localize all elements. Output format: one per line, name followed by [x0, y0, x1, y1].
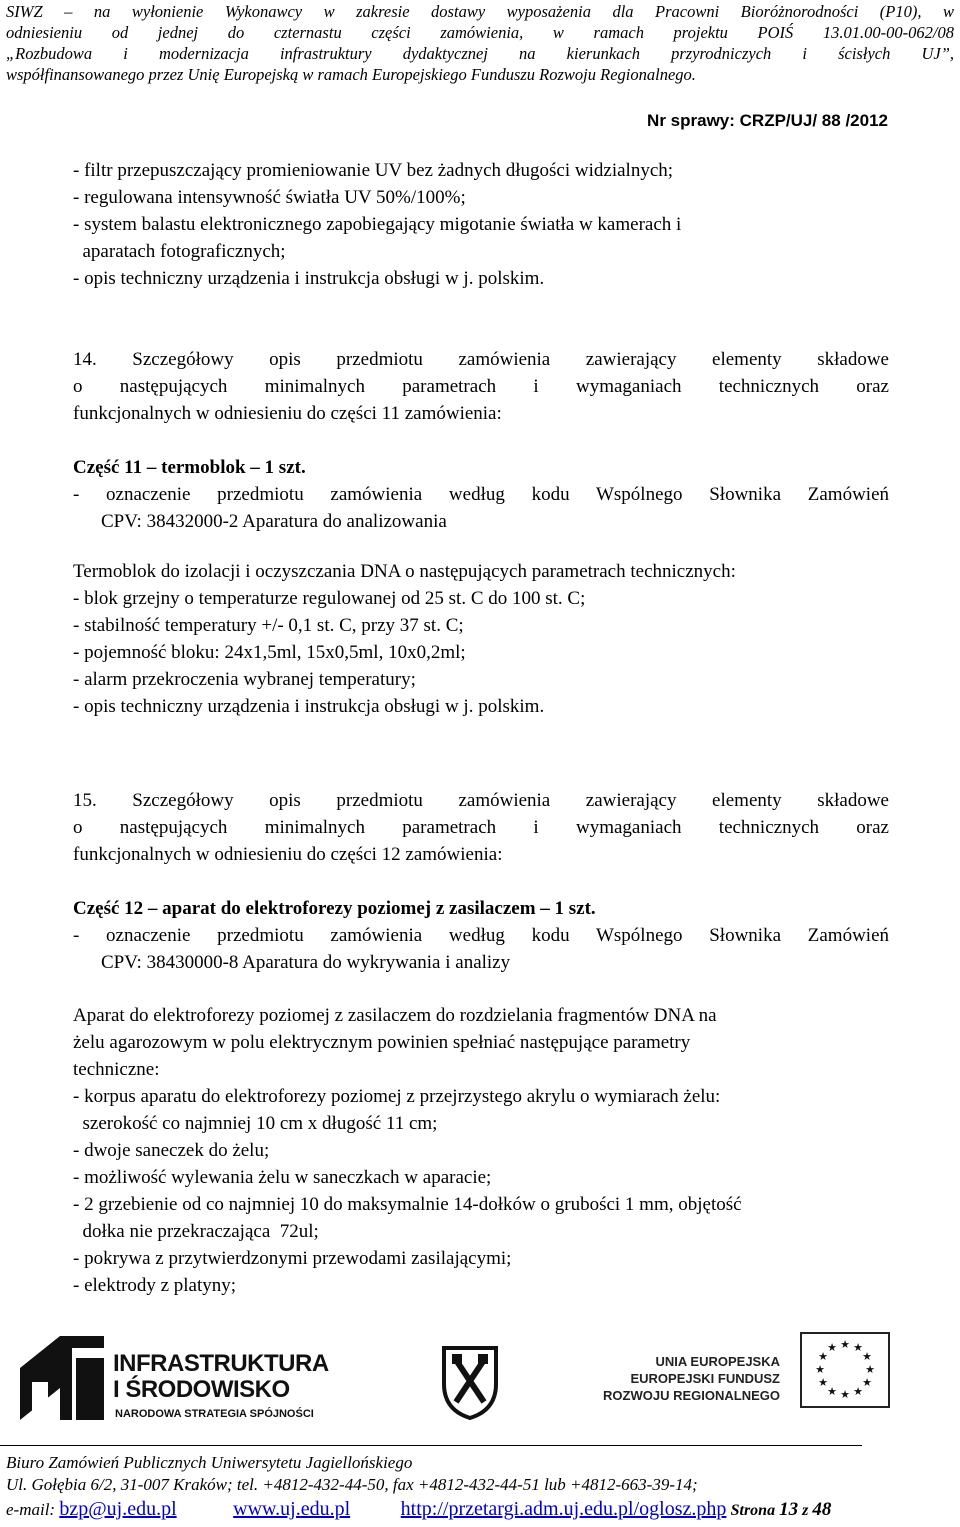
svg-text:★: ★	[862, 1350, 872, 1363]
section-15-part-title: Część 12 – aparat do elektroforezy poziomej z zasilaczem – 1 szt.	[73, 898, 596, 919]
list-item: - 2 grzebienie od co najmniej 10 do maksymalnie 14-dołków o grubości 1 mm, objętość	[73, 1194, 742, 1215]
infrastructure-logo-icon	[12, 1328, 112, 1428]
list-item: - blok grzejny o temperaturze regulowanej od 25 st. C do 100 st. C;	[73, 588, 586, 609]
svg-text:★: ★	[840, 1338, 850, 1351]
section-15-intro-line-1: Aparat do elektroforezy poziomej z zasilaczem do rozdzielania fragmentów DNA na	[73, 1005, 717, 1026]
footer-address: Ul. Gołębia 6/2, 31-007 Kraków; tel. +4812-432-44-50, fax +4812-432-44-51 lub +4812-663-39-14;	[6, 1475, 698, 1494]
list-item: - elektrody z platyny;	[73, 1275, 237, 1296]
list-item: szerokość co najmniej 10 cm x długość 11 cm;	[73, 1113, 438, 1134]
svg-text:★: ★	[818, 1376, 828, 1389]
list-item: - opis techniczny urządzenia i instrukcja obsługi w j. polskim.	[73, 696, 545, 717]
infrastructure-logo-line-1: INFRASTRUKTURA	[113, 1350, 329, 1377]
section-14-heading-line-3: funkcjonalnych w odniesieniu do części 11 zamówienia:	[73, 403, 502, 424]
email-link[interactable]: bzp@uj.edu.pl	[59, 1498, 177, 1520]
website-link[interactable]: www.uj.edu.pl	[233, 1498, 351, 1520]
page-number: Strona 13 z 48	[730, 1499, 832, 1520]
section-15-intro-line-3: techniczne:	[73, 1059, 160, 1080]
case-number: Nr sprawy: CRZP/UJ/ 88 /2012	[647, 111, 888, 130]
infrastructure-logo-line-2: I ŚRODOWISKO	[113, 1376, 290, 1403]
section-14-part-title: Część 11 – termoblok – 1 szt.	[73, 457, 306, 478]
list-item: - pojemność bloku: 24x1,5ml, 15x0,5ml, 10x0,2ml;	[73, 642, 466, 663]
section-14-heading-line-1: 14. Szczegółowy opis przedmiotu zamówienia zawierający elementy składowe	[73, 349, 889, 370]
svg-text:★: ★	[827, 1385, 837, 1398]
list-item: - filtr przepuszczający promieniowanie UV bez żadnych długości widzialnych;	[73, 160, 674, 181]
footer-office: Biuro Zamówień Publicznych Uniwersytetu Jagiellońskiego	[6, 1453, 413, 1472]
funding-logos	[0, 1320, 960, 1430]
list-item: aparatach fotograficznych;	[73, 241, 286, 262]
list-item: - system balastu elektronicznego zapobiegający migotanie światła w kamerach i	[73, 214, 682, 235]
list-item: - stabilność temperatury +/- 0,1 st. C, przy 37 st. C;	[73, 615, 464, 636]
section-15-heading-line-3: funkcjonalnych w odniesieniu do części 12 zamówienia:	[73, 844, 503, 865]
header-line-1: SIWZ – na wyłonienie Wykonawcy w zakresie dostawy wyposażenia dla Pracowni Bioróżnorodności (P10), w	[6, 2, 954, 21]
section-15-cpv-line-1: - oznaczenie przedmiotu zamówienia według kodu Wspólnego Słownika Zamówień	[73, 925, 889, 946]
list-item: - możliwość wylewania żelu w saneczkach w aparacie;	[73, 1167, 492, 1188]
header-line-4: współfinansowanego przez Unię Europejską w ramach Europejskiego Funduszu Rozwoju Regionalnego.	[6, 65, 696, 84]
list-item: - opis techniczny urządzenia i instrukcja obsługi w j. polskim.	[73, 268, 545, 289]
header-line-3: „Rozbudowa i modernizacja infrastruktury dydaktycznej na kierunkach przyrodniczych i ścisłych UJ”,	[6, 44, 954, 63]
section-15-cpv-line-2: CPV: 38430000-8 Aparatura do wykrywania i analizy	[101, 952, 511, 973]
list-item: - pokrywa z przytwierdzonymi przewodami zasilającymi;	[73, 1248, 512, 1269]
svg-text:★: ★	[827, 1341, 837, 1354]
footer-divider	[0, 1445, 862, 1446]
university-crest-icon	[440, 1344, 500, 1420]
header-line-2: odniesieniu od jednej do czternastu części zamówienia, w ramach projektu POIŚ 13.01.00-00-062/08	[6, 23, 954, 42]
document-header	[6, 0, 954, 87]
list-item: - dwoje saneczek do żelu;	[73, 1140, 270, 1161]
svg-text:★: ★	[853, 1341, 863, 1354]
tender-link[interactable]: http://przetargi.adm.uj.edu.pl/oglosz.php	[400, 1498, 727, 1520]
svg-text:★: ★	[853, 1385, 863, 1398]
svg-text:★: ★	[862, 1376, 872, 1389]
svg-text:★: ★	[840, 1388, 850, 1401]
eu-flag-icon	[800, 1332, 890, 1408]
section-15-intro-line-2: żelu agarozowym w polu elektrycznym powinien spełniać następujące parametry	[73, 1032, 691, 1053]
eu-logo-line-3: ROZWOJU REGIONALNEGO	[603, 1388, 780, 1403]
email-label: e-mail:	[6, 1500, 56, 1519]
list-item: - korpus aparatu do elektroforezy poziomej z przejrzystego akrylu o wymiarach żelu:	[73, 1086, 721, 1107]
section-14-heading-line-2: o następujących minimalnych parametrach i wymaganiach technicznych oraz	[73, 376, 889, 397]
infrastructure-logo-line-3: NARODOWA STRATEGIA SPÓJNOŚCI	[115, 1408, 314, 1420]
list-item: - regulowana intensywność światła UV 50%/100%;	[73, 187, 466, 208]
footer-contact-line	[6, 1498, 831, 1522]
list-item: dołka nie przekraczająca 72ul;	[73, 1221, 319, 1242]
section-14-cpv-line-2: CPV: 38432000-2 Aparatura do analizowania	[101, 511, 447, 532]
section-15-heading-line-1: 15. Szczegółowy opis przedmiotu zamówienia zawierający elementy składowe	[73, 790, 889, 811]
eu-logo-line-1: UNIA EUROPEJSKA	[655, 1354, 780, 1369]
list-item: - alarm przekroczenia wybranej temperatury;	[73, 669, 416, 690]
section-15-heading-line-2: o następujących minimalnych parametrach i wymaganiach technicznych oraz	[73, 817, 889, 838]
section-14-intro: Termoblok do izolacji i oczyszczania DNA o następujących parametrach technicznych:	[73, 561, 736, 582]
eu-logo-line-2: EUROPEJSKI FUNDUSZ	[630, 1371, 780, 1386]
svg-text:★: ★	[815, 1363, 825, 1376]
section-14-cpv-line-1: - oznaczenie przedmiotu zamówienia według kodu Wspólnego Słownika Zamówień	[73, 484, 889, 505]
svg-text:★: ★	[818, 1350, 828, 1363]
svg-text:★: ★	[865, 1363, 875, 1376]
